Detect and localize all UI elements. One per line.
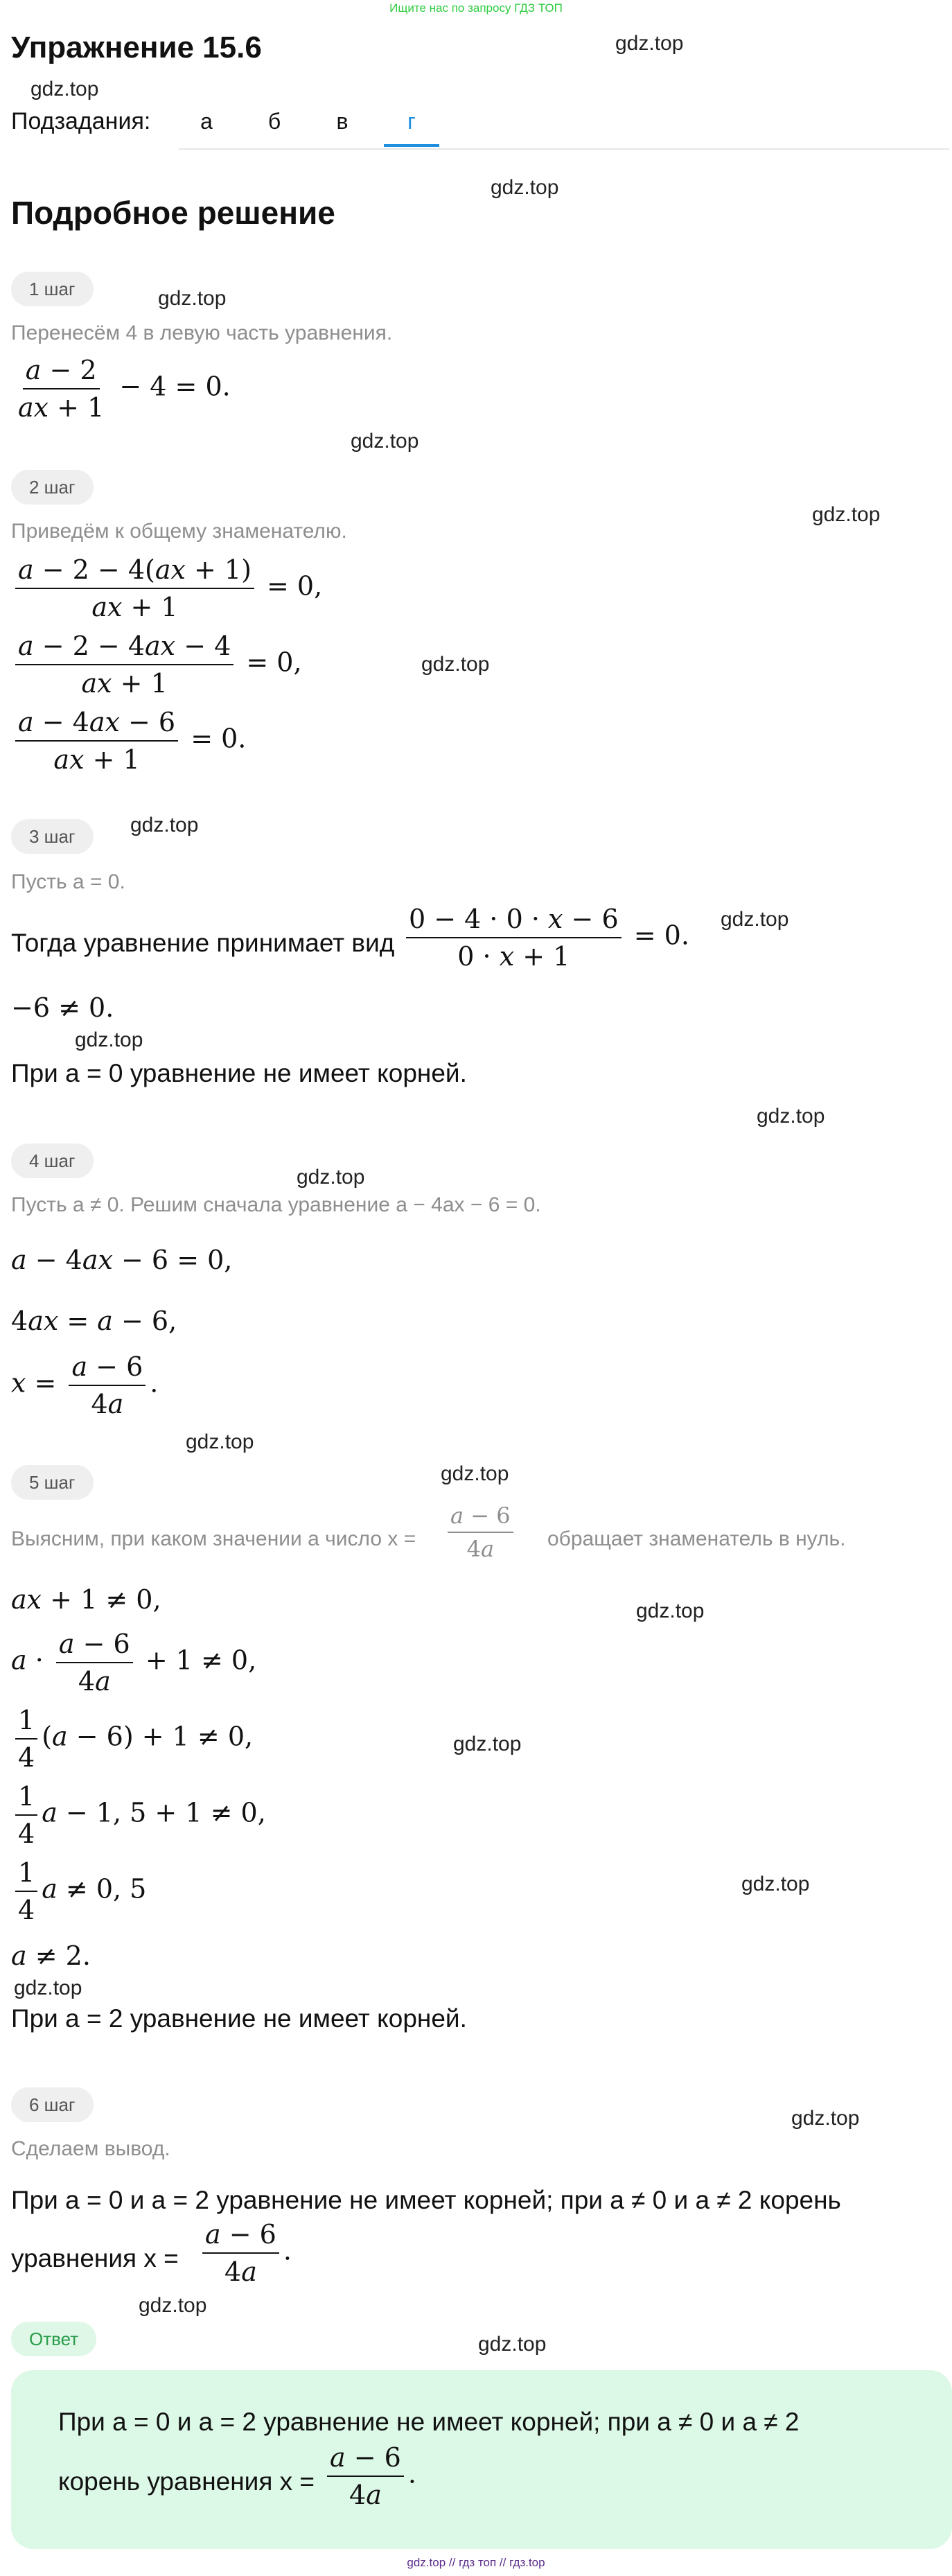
page-title: Упражнение 15.6: [11, 30, 262, 64]
answer-text: корень уравнения x =: [58, 2467, 315, 2496]
step-note: Пусть a = 0.: [11, 870, 125, 893]
equation: $\frac{a - 2}{ax + 1}$ − 4 = 0.: [18, 355, 231, 423]
watermark: gdz.top: [351, 430, 419, 453]
step-badge: 4 шаг: [11, 1144, 94, 1178]
step-badge: 5 шаг: [11, 1465, 94, 1500]
footer: gdz.top // гдз топ // гдз.top: [407, 2556, 545, 2569]
watermark: gdz.top: [441, 1462, 509, 1485]
equation: 4ax = a − 6,: [11, 1306, 177, 1336]
equation: $\frac{1}{4}$ a ≠ 0, 5: [11, 1857, 146, 1925]
watermark: gdz.top: [478, 2333, 547, 2356]
subtasks-label: Подзадания:: [11, 108, 151, 134]
step-text: При a = 2 уравнение не имеет корней.: [11, 2004, 467, 2033]
answer-equation: $\frac{a - 6}{4a}$ .: [323, 2442, 416, 2510]
watermark: gdz.top: [636, 1600, 705, 1622]
equation: $\frac{1}{4}$ (a − 6) + 1 ≠ 0,: [11, 1705, 253, 1773]
tab-b[interactable]: б: [267, 109, 281, 134]
watermark: gdz.top: [615, 32, 684, 55]
section-title: Подробное решение: [11, 195, 335, 231]
watermark: gdz.top: [741, 1873, 810, 1895]
equation: ax + 1 ≠ 0,: [11, 1584, 161, 1615]
watermark: gdz.top: [421, 653, 490, 676]
tab-v[interactable]: в: [336, 109, 349, 134]
tab-a[interactable]: а: [200, 109, 213, 134]
step-note: Перенесём 4 в левую часть уравнения.: [11, 322, 393, 344]
watermark: gdz.top: [130, 814, 199, 836]
equation: $\frac{a - 6}{4a}$ .: [198, 2219, 292, 2287]
equation: x = $\frac{a - 6}{4a}$ .: [11, 1351, 159, 1419]
equation: a ≠ 2.: [11, 1940, 91, 1971]
watermark: gdz.top: [721, 908, 789, 931]
step-text: Тогда уравнение принимает вид: [11, 929, 395, 957]
tab-g[interactable]: г: [384, 104, 439, 147]
equation: −6 ≠ 0.: [11, 992, 114, 1023]
step-text: При a = 0 уравнение не имеет корней.: [11, 1059, 467, 1087]
watermark: gdz.top: [453, 1733, 522, 1755]
step-badge: 2 шаг: [11, 470, 94, 505]
step-note: Приведём к общему знаменателю.: [11, 520, 347, 543]
watermark: gdz.top: [75, 1028, 143, 1051]
answer-box: [11, 2370, 952, 2549]
watermark: gdz.top: [757, 1105, 825, 1128]
answer-text: При a = 0 и a = 2 уравнение не имеет корней; при a ≠ 0 и a ≠ 2: [58, 2408, 800, 2436]
step-note: Сделаем вывод.: [11, 2137, 170, 2160]
watermark: gdz.top: [14, 1977, 82, 1999]
watermark: gdz.top: [491, 176, 559, 199]
equation: $\frac{a - 2 - 4(ax + 1)}{ax + 1}$ = 0,: [11, 554, 322, 622]
watermark: gdz.top: [30, 78, 99, 100]
answer-badge: Ответ: [11, 2322, 96, 2356]
watermark: gdz.top: [812, 503, 881, 526]
step-note: обращает знаменатель в нуль.: [547, 1527, 846, 1550]
equation: a · $\frac{a - 6}{4a}$ + 1 ≠ 0,: [11, 1629, 257, 1697]
step-text: При a = 0 и a = 2 уравнение не имеет корней; при a ≠ 0 и a ≠ 2 корень: [11, 2186, 841, 2214]
step-badge: 1 шаг: [11, 272, 94, 306]
step-note: Выясним, при каком значении a число x =: [11, 1527, 416, 1550]
inline-fraction: $\frac{a - 6}{4a}$: [443, 1502, 518, 1562]
watermark: gdz.top: [139, 2294, 207, 2317]
top-banner: Ищите нас по запросу ГДЗ ТОП: [389, 1, 563, 15]
watermark: gdz.top: [158, 287, 227, 310]
step-note: Пусть a ≠ 0. Решим сначала уравнение a − 4ax − 6 = 0.: [11, 1193, 541, 1216]
equation: $\frac{1}{4}$ a − 1, 5 + 1 ≠ 0,: [11, 1781, 266, 1849]
equation: a − 4ax − 6 = 0,: [11, 1245, 233, 1275]
equation: $\frac{a - 2 - 4ax - 4}{ax + 1}$ = 0,: [11, 631, 302, 699]
subtasks-tabs: [179, 104, 949, 150]
watermark: gdz.top: [297, 1166, 365, 1189]
equation: $\frac{0 - 4 \cdot 0 \cdot x - 6}{0 \cdot x + 1}$ = 0.: [402, 904, 689, 972]
step-text: уравнения x =: [11, 2244, 179, 2272]
step-badge: 3 шаг: [11, 819, 94, 854]
watermark: gdz.top: [791, 2107, 860, 2130]
watermark: gdz.top: [186, 1430, 254, 1453]
step-badge: 6 шаг: [11, 2087, 94, 2122]
equation: $\frac{a - 4ax - 6}{ax + 1}$ = 0.: [11, 707, 246, 775]
